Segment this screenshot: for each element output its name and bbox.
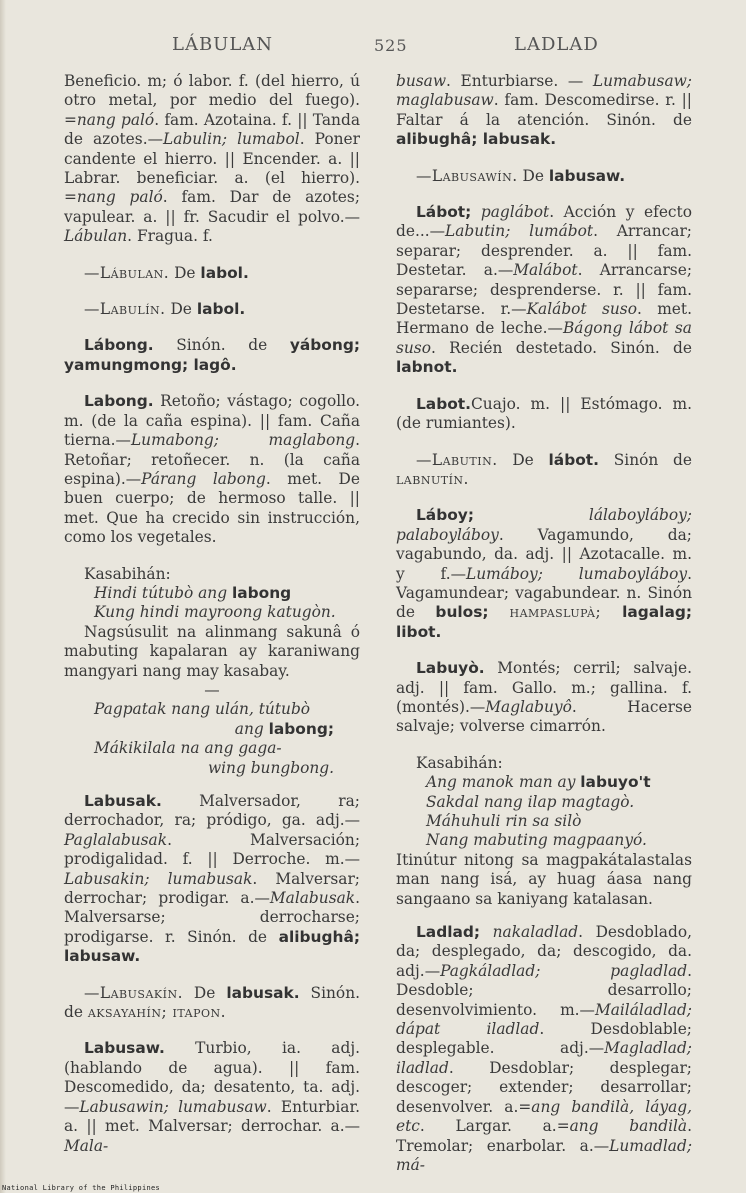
cross-reference-labulan: —Lábulan. De labol. xyxy=(84,263,249,282)
cross-reference-labulin: —Labulín. De labol. xyxy=(84,300,246,319)
entry-labuyo: Labuyò. Montés; cerril; salvaje. adj. || fam. Gallo. m.; gallina. f. (montés).—Maglabuyô. Hacerse salvaje; volverse cimarrón. xyxy=(396,659,692,736)
right-column xyxy=(396,72,692,1192)
cross-reference-labusawin: —Labusawín. De labusaw. xyxy=(416,166,626,185)
entry-laboy: Láboy; lálaboyláboy; palaboyláboy. Vagamundo, da; vagabundo, da. adj. || Azotacalle. m. y f.—Lumáboy; lumaboyláboy. Vagamundear; vagabundear. n. Sinón de bulos; hampaslupà; lagalag; libot. xyxy=(396,506,692,641)
entry-labot: Labot.Cuajo. m. || Estómago. m. (de rumiantes). xyxy=(396,394,692,433)
header-right-guideword: LADLAD xyxy=(514,34,599,55)
entry-labot-accented: Lábot; paglábot. Acción y efecto de...—Labutin; lumábot. Arrancar; separar; desprender. a. || fam. Destetar. a.—Malábot. Arrancarse; separarse; desprenderse. r. || fam. Destetarse. r.—Kalábot suso. met. Hermano de leche.—Bágong lábot sa suso. Recién destetado. Sinón. de labnot. xyxy=(396,203,692,377)
left-column xyxy=(64,72,360,1173)
entry-labusaw: Labusaw. Turbio, ia. adj. (hablando de agua). || fam. Descomedido, da; desatento, ta. adj.—Labusawin; lumabusaw. Enturbiar. a. || met. Malversar; derrochar. a.—Mala- xyxy=(64,1039,360,1155)
page-edge xyxy=(0,0,6,1193)
cross-reference-labutin: —Labutin. De lábot. Sinón de labnutín. xyxy=(396,450,692,488)
entry-labong-accented: Lábong. Sinón. de yábong; yamungmong; lagô. xyxy=(64,336,360,374)
entry-ladlad: Ladlad; nakaladlad. Desdoblado, da; desplegado, da; descogido, da. adj.—Pagkáladlad; pagladlad. Desdoble; desarrollo; desenvolvimiento. m.—Mailáladlad; dápat iladlad. Desdoblable; desplegable. adj.—Magladlad; iladlad. Desdoblar; desplegar; descoger; extender; desarrollar; desenvolver. a.=ang bandilà, láyag, etc. Largar. a.=ang bandilà. Tremolar; enarbolar. a.—Lumadlad; má- xyxy=(396,923,692,1174)
cross-reference-labusakin: —Labusakín. De labusak. Sinón. de aksayahín; itapon. xyxy=(64,983,360,1022)
entry-labong: Labong. Retoño; vástago; cogollo. m. (de la caña espina). || fam. Caña tierna.—Lumabong; maglabong. Retoñar; retoñecer. n. (la caña espina).—Párang labong. met. De buen cuerpo; de hermoso talle. || met. Que ha crecido sin instrucción, como los vegetales. xyxy=(64,392,360,547)
proverb-block-labong: Kasabihán: Hindi tútubò ang labong Kung hindi mayroong katugòn. Nagsúsulit na alinmang sakunâ ó mabuting kapalaran ay karaniwang mangyari nang may kasabay. — Pagpatak nang ulán, tútubò ang labong; Mákikilala na ang gaga- wing bungbong. xyxy=(64,564,360,777)
proverb-block-labuyo: Kasabihán: Ang manok man ay labuyo't Sakdal nang ilap magtagò. Máhuhuli rin sa silò Nang mabuting magpaanyó. Itinútur nitong sa magpakátalastalas man nang isá, ay huag áasa nang sangaano sa kaniyang katalasan. xyxy=(396,753,692,908)
library-watermark: National Library of the Philippines xyxy=(2,1184,161,1192)
header-left-guideword: LÁBULAN xyxy=(172,34,274,55)
entry-labusak: Labusak. Malversador, ra; derrochador, ra; pródigo, ga. adj.—Paglalabusak. Malversación; prodigalidad. f. || Derroche. m.—Labusakin; lumabusak. Malversar; derrochar; prodigar. a.—Malabusak. Malversarse; derrocharse; prodigarse. r. Sinón. de alibughâ; labusaw. xyxy=(64,792,360,966)
page-number: 525 xyxy=(374,36,408,55)
page-header xyxy=(0,34,746,62)
entry-labusaw-continued: busaw. Enturbiarse. — Lumabusaw; maglabusaw. fam. Descomedirse. r. || Faltar á la atención. Sinón. de alibughâ; labusak. xyxy=(396,72,692,149)
entry-labulan-continued: Beneficio. m; ó labor. f. (del hierro, ú otro metal, por medio del fuego). =nang paló. fam. Azotaina. f. || Tanda de azotes.—Labulin; lumabol. Poner candente el hierro. || Encender. a. || Labrar. beneficiar. a. (el hierro). =nang paló. fam. Dar de azotes; vapulear. a. || fr. Sacudir el polvo.—Lábulan. Fragua. f. xyxy=(64,72,360,246)
